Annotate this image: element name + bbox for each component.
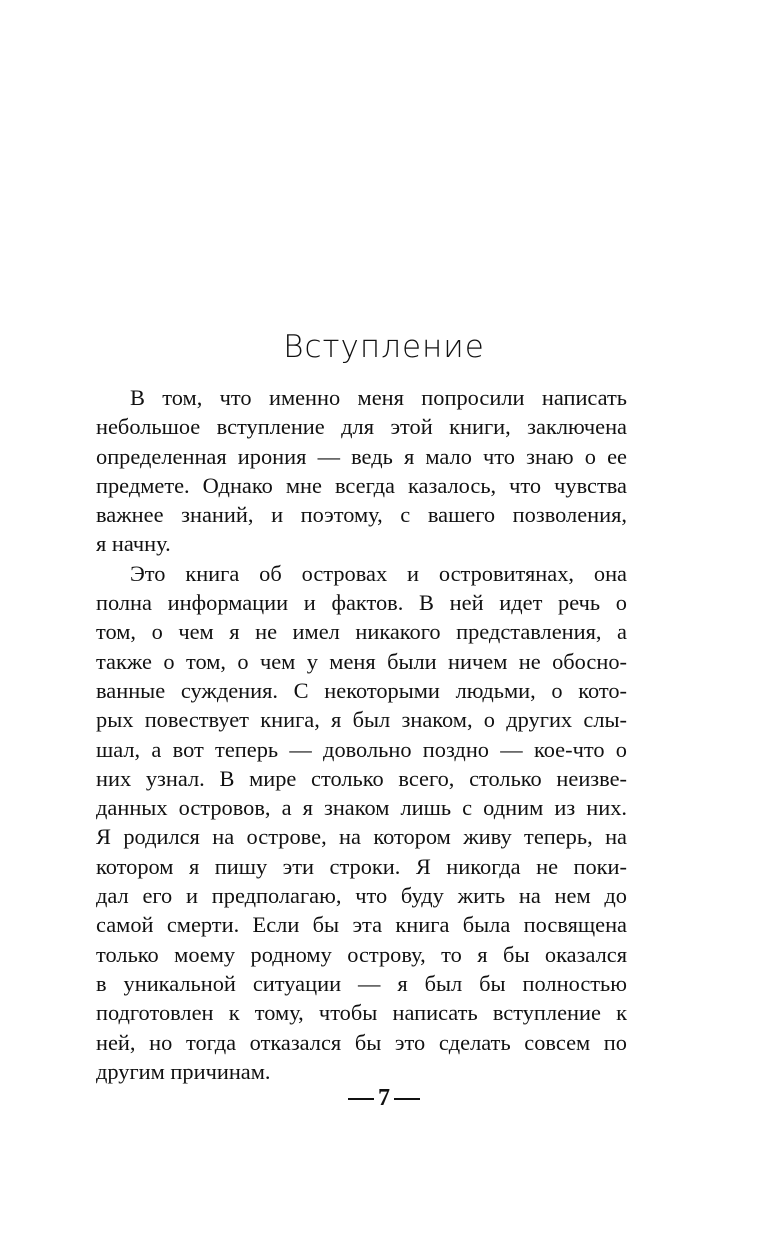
- text-line: предмете. Однако мне всегда казалось, что чувства: [96, 472, 627, 498]
- text-line: Я родился на острове, на котором живу теперь, на: [96, 824, 627, 850]
- text-line: данных островов, а я знаком лишь с одним из них.: [96, 795, 627, 821]
- text-line: ней, но тогда отказался бы это сделать совсем по: [96, 1029, 627, 1055]
- folio-dash-left: [348, 1098, 374, 1100]
- page-number: [0, 1083, 768, 1113]
- folio-dash-right: [394, 1098, 420, 1100]
- text-line: котором я пишу эти строки. Я никогда не поки-: [96, 853, 627, 879]
- text-line: другим причинам.: [96, 1058, 271, 1084]
- text-line: небольшое вступление для этой книги, заключена: [96, 414, 627, 440]
- text-line: них узнал. В мире столько всего, столько неизве-: [96, 765, 627, 791]
- text-line: шал, а вот теперь — довольно поздно — кое-что о: [96, 736, 627, 762]
- text-line: только моему родному острову, то я бы оказался: [96, 941, 627, 967]
- body-text: [96, 383, 627, 1086]
- text-line: самой смерти. Если бы эта книга была посвящена: [96, 912, 627, 938]
- text-line: я начну.: [96, 531, 171, 557]
- text-line: том, о чем я не имел никакого представления, а: [96, 619, 627, 645]
- text-line: дал его и предполагаю, что буду жить на нем до: [96, 883, 627, 909]
- text-line: в уникальной ситуации — я был бы полностью: [96, 970, 627, 996]
- chapter-title: Вступление: [283, 329, 485, 365]
- text-line: подготовлен к тому, чтобы написать вступление к: [96, 1000, 627, 1026]
- page-number-value: 7: [378, 1085, 390, 1111]
- text-line: рых повествует книга, я был знаком, о других слы-: [96, 707, 627, 733]
- paragraph-1: [96, 383, 627, 559]
- text-line: ванные суждения. С некоторыми людьми, о кото-: [96, 677, 627, 703]
- text-line: полна информации и фактов. В ней идет речь о: [96, 590, 627, 616]
- text-line: важнее знаний, и поэтому, с вашего позволения,: [96, 502, 627, 528]
- text-line: Это книга об островах и островитянах, она: [130, 560, 627, 586]
- text-line: В том, что именно меня попросили написать: [130, 385, 627, 410]
- paragraph-2: [96, 559, 627, 1086]
- text-line: также о том, о чем у меня были ничем не обосно-: [96, 648, 627, 674]
- text-line: определенная ирония — ведь я мало что знаю о ее: [96, 443, 627, 469]
